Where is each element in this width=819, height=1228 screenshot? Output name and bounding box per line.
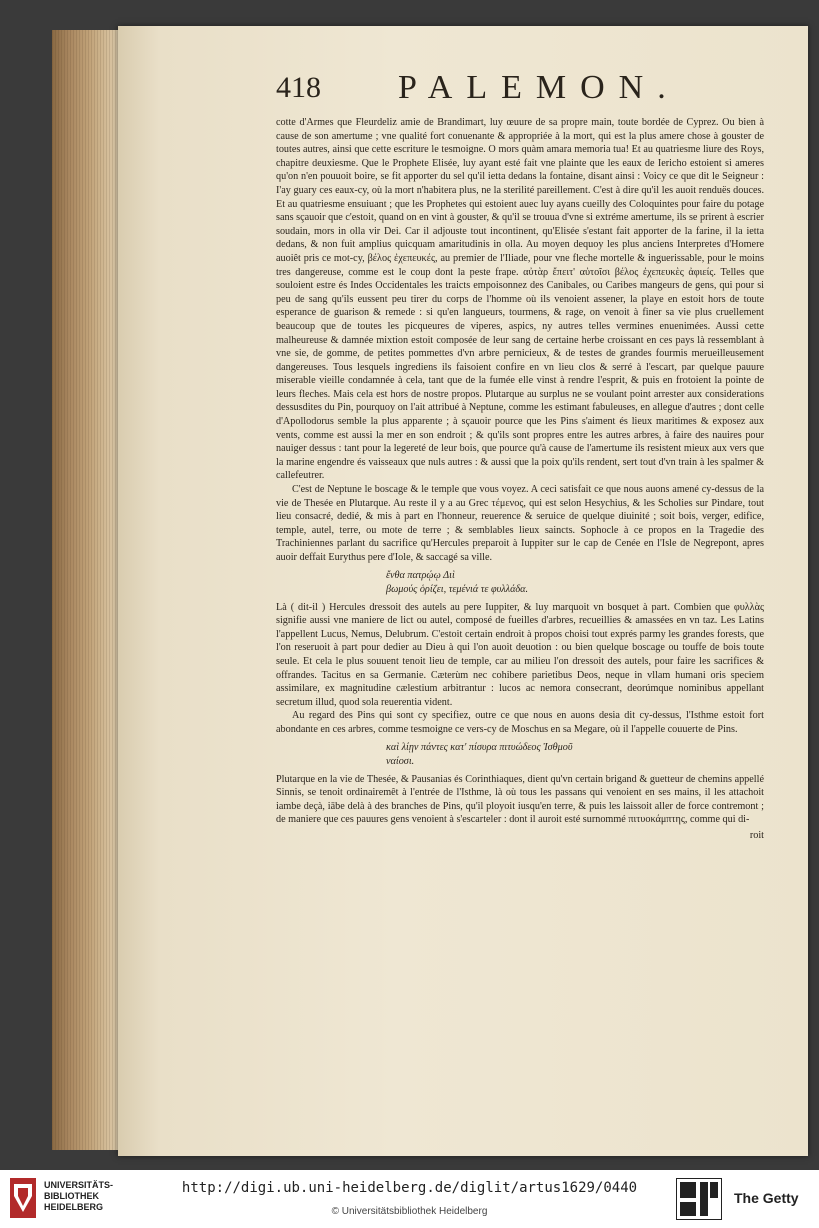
book-edge <box>52 30 122 1150</box>
running-title: PALEMON. <box>398 69 680 106</box>
paragraph-1: cotte d'Armes que Fleurdeliz amie de Brandimart, luy œuure de sa propre main, toute bordée de Cyprez. Ou bien à cause de son amertume ; vne qualité fort conuenante & appropriée à la mort, qui est la plus amere chose à gouster de toutes autres, ainsi que cette escriture le tesmoigne. O mors quàm amara memoria tua! Et au quatriesme liure des Roys, chapitre deuxiesme. Que le Prophete Elisée, luy ayant esté fait vne plainte que les eaux de Iericho estoient si ameres qu'on n'en pouuoit boire, se fit apporter du sel qu'il ietta dedans la fontaine, disant ainsi : Voicy ce que dit le Seigneur : I'ay guary ces eaux-cy, où la mort n'habitera plus, ne la sterilité pareillement. C'est à dire qu'il les auoit renduës douces. Et au quatriesme ensuiuant ; que les Prophetes qui estoient auec luy ayans cueilly des Coloquintes pour faire du potage sans sçauoir que c'estoit, quand on en vint à gouster, & qu'il se trouua d'vne si extréme amertume, ils se prirent à escrier soudain, mors in olla vir Dei. Car il adjouste tout incontinent, qu'Elisée s'estant fait apporter de la farine, il la ietta dedans, & non fuit amplius quicquam amaritudinis in olla. Au moyen dequoy les plus anciens Interpretes d'Homere auoiêt pris ce mot-cy, βέλος ἐχεπευκές, au premier de l'Iliade, pour vne fleche mortelle & inguerissable, pour le moins tres dangereuse, comme est le coup dont la peste frape. αὐτὰρ ἔπειτ' αὐτοῖσι βέλος ἐχεπευκὲς ἀφιείς. Telles que souloient estre és Indes Occidentales les traicts empoisonnez des Canibales, ou Caribes mangeurs de gens, qui pour si peu de sang qu'ils eussent peu tirer du corps de l'homme où ils venoient assener, la playe en estoit hors de toute esperance de guarison & remede : si qu'en langueurs, tourmens, & rage, on venoit à finer sa vie plus cruellement beaucoup que de toutes les picqueures de viperes, aspics, ny autres telles vermines enuenimées. Aussi cette malheureuse & damnée mixtion estoit composée de leur sang de certaine herbe croissant en ces pays là ressemblant à vne sie, de gomme, de petites pommettes d'vn arbre pernicieux, & de testes de grandes fourmis merueilleusement dangereuses. Tous lesquels ingrediens ils faisoient confire en vn lieu clos & serré à l'escart, par quelque pauure miserable vieille condamnée à cela, tant que de la fumée elle vinst à rendre l'esprit, & puis en frotoient la pointe de leurs fleches. Mais cela est hors de nostre propos. Plutarque au surplus ne se voulant point arrester aux considerations dessusdites du Pin, pourquoy on l'ait attribué à Neptune, comme les estimant fabuleuses, en allegue d'autres ; dont celle d'Apollodorus semble la plus apparente ; à sçauoir pource que les Pins s'aiment és lieux maritimes & exposez aux vents, comme est aussi la mer en son endroit ; & qu'ils sont propres entre les autres arbres, à faire des nauires pour nauiger dessus : tant pour la legereté de leur bois, que pource qu'à cause de l'amertume ils resistent mieux aux vers que la marine engendre és vaisseaux que nuls autres : & aussi que la poix qu'ils rendent, sert tout d'vn train à les spalmer & callefeutrer. <box>276 117 764 482</box>
verse-1-line-2: βωμούς ὁρίζει, τεμένιά τε φυλλάδα. <box>386 583 529 595</box>
verse-2-line-1: καὶ λίῃν πάντες κατ' πίσυρα πιτυώδεος Ἰσθμοῦ <box>386 741 573 753</box>
paragraph-5: Plutarque en la vie de Thesée, & Pausanias és Corinthiaques, dient qu'vn certain brigand & guetteur de chemins appellé Sinnis, se tenoit ordinairemêt à l'entrée de l'Isthme, là où tous les passans qui venoient en ses mains, il les attachoit iambe deçà, iābe delà à des branches de Pins, qu'il ployoit iusqu'en terre, & puis les laissoit aller de force contremont ; de maniere que ces pauures gens venoient à s'escarteler : dont il auroit esté surnommé πιτυοκάμπτης, comme qui di- <box>276 773 764 826</box>
greek-verse-2 <box>386 741 764 769</box>
getty-logo-icon <box>676 1178 722 1220</box>
page-header <box>276 68 764 116</box>
catchword: roit <box>749 829 764 841</box>
university-name: UNIVERSITÄTS- BIBLIOTHEK HEIDELBERG <box>44 1180 114 1212</box>
permalink-link[interactable]: http://digi.ub.uni-heidelberg.de/diglit/artus1629/0440 <box>181 1180 638 1196</box>
paragraph-3: Là ( dit-il ) Hercules dressoit des autels au pere Iuppiter, & luy marquoit vn bosquet à part. Combien que φυλλὰς signifie aussi vne maniere de lict ou autel, composé de fueilles d'arbres, recueillies & amassées en vn taz. Les Latins l'appellent Lucus, Nemus, Delubrum. C'estoit certain endroit à propos choisi tout exprés parmy les grandes forests, que l'on reseruoit à part pour dedier au Dieu à qui l'on auoit deuotion : ou bien quelque boscage ou touffe de bois toute seule. Et cela le plus souuent tenoit lieu de temple, car au milieu l'on dressoit des autels, pour faire les sacrifices & offrandes. Tacitus en sa Germanie. Cæterùm nec cohibere parietibus Deos, neque in vllam humani oris speciem assimilare, ex magnitudine cælestium arbitrantur : lucos ac nemora consecrant, deorúmque nominibus appellant secretum illud, quod sola reuerentia vident. <box>276 601 764 708</box>
getty-name: The Getty <box>734 1190 799 1206</box>
copyright-notice: © Universitätsbibliothek Heidelberg <box>331 1206 488 1217</box>
book-page <box>118 26 808 1156</box>
page-number: 418 <box>276 71 321 104</box>
verse-2-line-2: ναίοσι. <box>386 755 415 767</box>
greek-verse-1 <box>386 569 764 597</box>
paragraph-4: Au regard des Pins qui sont cy specifiez, outre ce que nous en auons desia dit cy-dessus, l'Isthme estoit fort abondante en ces arbres, comme tesmoigne ce vers-cy de Moschus en sa Megare, où il l'appelle couuerte de Pins. <box>276 710 764 735</box>
paragraph-2: C'est de Neptune le boscage & le temple que vous voyez. A ceci satisfait ce que nous auons amené cy-dessus de la vie de Thesée en Plutarque. Au reste il y a au Grec τέμενος, qui est selon Hesychius, & les Scholies sur Pindare, tout lieu consacré, dedié, & mis à part en l'honneur, reuerence & seruice de quelque diuinité ; soit bois, verger, edifice, temple, autel, terre, ou mote de terre ; & semblables lieux saincts. Sophocle à ce propos en la Tragedie des Trachiniennes parlant du sacrifice qu'Hercules preparoit à Iuppiter sur le cap de Cenée en l'Isle de Negrepont, apres auoir deffait Eurythus pere d'Iole, & saccagé sa ville. <box>276 484 764 563</box>
page-content <box>276 68 764 843</box>
verse-1-line-1: ἔνθα πατρῴῳ Διὶ <box>386 569 455 581</box>
viewer-footer <box>0 1170 819 1228</box>
body-text <box>276 116 764 843</box>
